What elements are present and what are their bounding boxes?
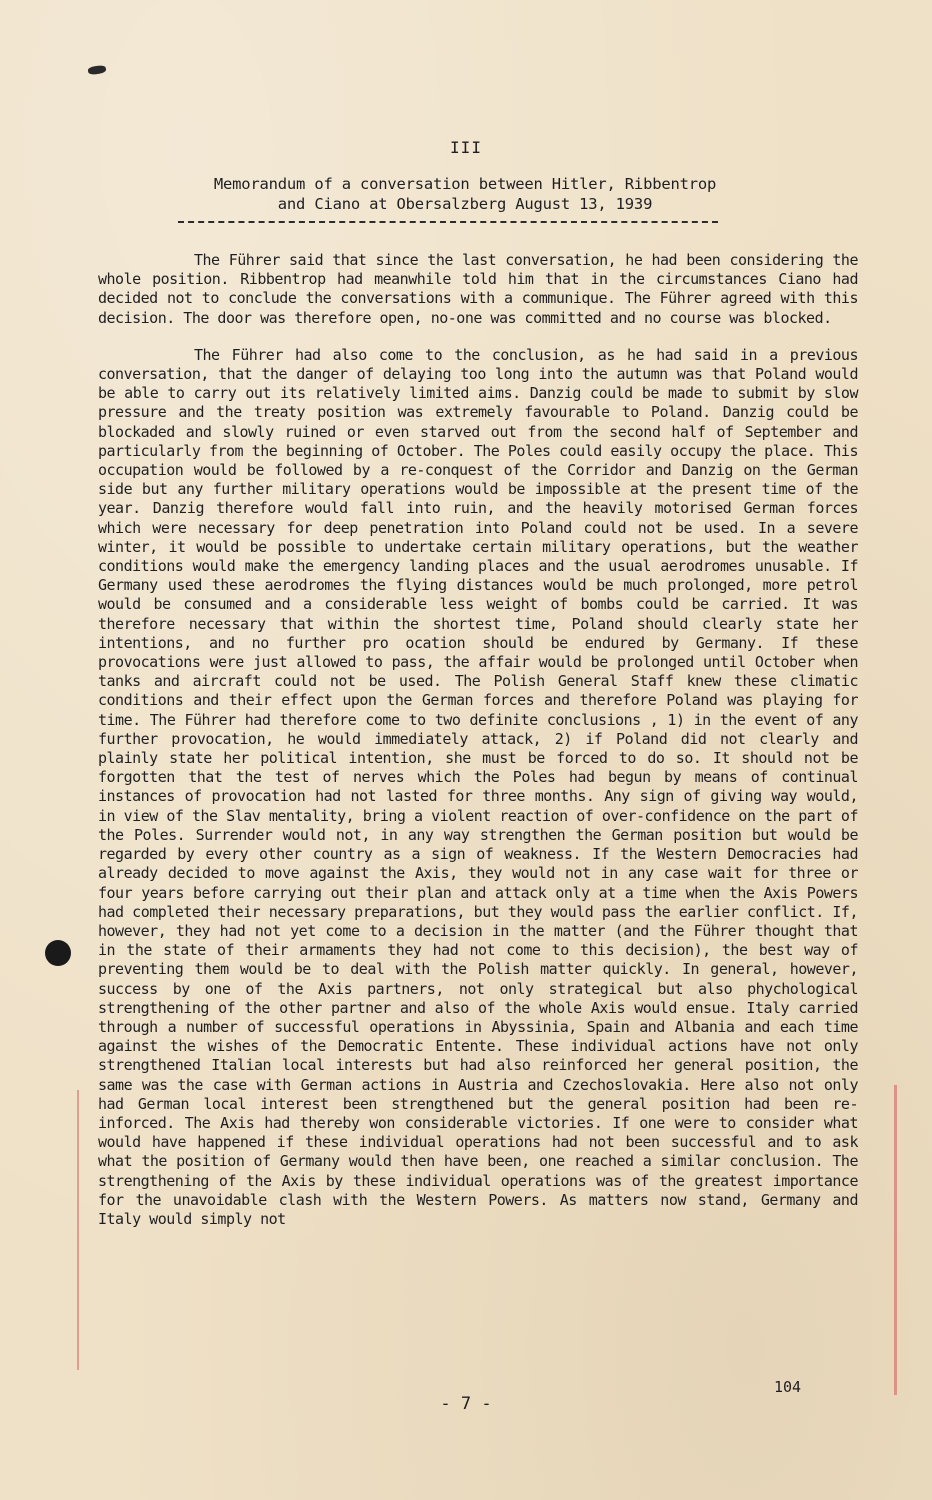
punch-hole bbox=[45, 940, 71, 966]
document-number: 104 bbox=[774, 1378, 802, 1396]
section-number: III bbox=[450, 138, 482, 157]
page-number: - 7 - bbox=[440, 1394, 492, 1414]
margin-marking-right bbox=[894, 1085, 897, 1395]
title-underline bbox=[178, 221, 718, 223]
title-line-2: and Ciano at Obersalzberg August 13, 1939 bbox=[277, 195, 653, 213]
memorandum-body bbox=[98, 251, 858, 1229]
paragraph-1: The Führer said that since the last conversation, he had been considering the whole position. Ribbentrop had meanwhile told him that in the circumstances Ciano had decided not to conclude the conversations with a communique. The Führer agreed with this decision. The door was therefore open, no-one was committed and no course was blocked. bbox=[98, 251, 858, 327]
title-line-1: Memorandum of a conversation between Hitler, Ribbentrop bbox=[213, 175, 717, 193]
ink-smudge bbox=[88, 65, 107, 75]
margin-marking-left bbox=[77, 1090, 79, 1370]
paragraph-2: The Führer had also come to the conclusion, as he had said in a previous conversation, that the danger of delaying too long into the autumn was that Poland would be able to carry out its relatively limited aims. Danzig could be made to submit by slow pressure and the treaty position was extremely favourable to Poland. Danzig could be blockaded and slowly ruined or even starved out from the second half of September and particularly from the beginning of October. The Poles could easily occupy the place. This occupation would be followed by a re-conquest of the Corridor and Danzig on the German side but any further military operations would be impossible at the present time of the year. Danzig therefore would fall into ruin, and the heavily motorised German forces which were necessary for deep penetration into Poland could not be used. In a severe winter, it would be possible to undertake certain military operations, but the weather conditions would make the emergency landing places and the usual aerodromes unusable. If Germany used these aerodromes the flying distances would be much prolonged, more petrol would be consumed and a considerable less weight of bombs could be carried. It was therefore necessary that within the shortest time, Poland should clearly state her intentions, and no further pro ocation should be endured by Germany. If these provocations were just allowed to pass, the affair would be prolonged until October when tanks and aircraft could not be used. The Polish General Staff knew these climatic conditions and their effect upon the German forces and therefore Poland was playing for time. The Führer had therefore come to two definite conclusions , 1) in the event of any further provocation, he would immediately attack, 2) if Poland did not clearly and plainly state her political intention, she must be forced to do so. It should not be forgotten that the test of nerves which the Poles had begun by means of continual instances of provocation had not lasted for three months. Any sign of giving way would, in view of the Slav mentality, bring a violent reaction of over-confidence on the part of the Poles. Surrender would not, in any way strengthen the German position but would be regarded by every other country as a sign of weakness. If the Western Democracies had already decided to move against the Axis, they would not in any case wait for three or four years before carrying out their plan and attack only at a time when the Axis Powers had completed their necessary preparations, but they would pass the earlier conflict. If, however, they had not yet come to a decision in the matter (and the Führer thought that in the state of their armaments they had not come to this decision), the best way of preventing them would be to deal with the Polish matter quickly. In general, however, success by one of the Axis partners, not only strategical but also phychological strengthening of the other partner and also of the whole Axis would ensue. Italy carried through a number of successful operations in Abyssinia, Spain and Albania and each time against the wishes of the Democratic Entente. These individual actions have not only strengthened Italian local interests but had also reinforced her general position, the same was the case with German actions in Austria and Czechoslovakia. Here also not only had German local interest been strengthened but the general position had been re-inforced. The Axis had thereby won considerable victories. If one were to consider what would have happened if these individual operations had not been successful and to ask what the position of Germany would then have been, one reached a similar conclusion. The strengthening of the Axis by these individual operations was of the greatest importance for the unavoidable clash with the Western Powers. As matters now stand, Germany and Italy would simply not bbox=[98, 345, 858, 1228]
memorandum-title bbox=[120, 174, 810, 214]
